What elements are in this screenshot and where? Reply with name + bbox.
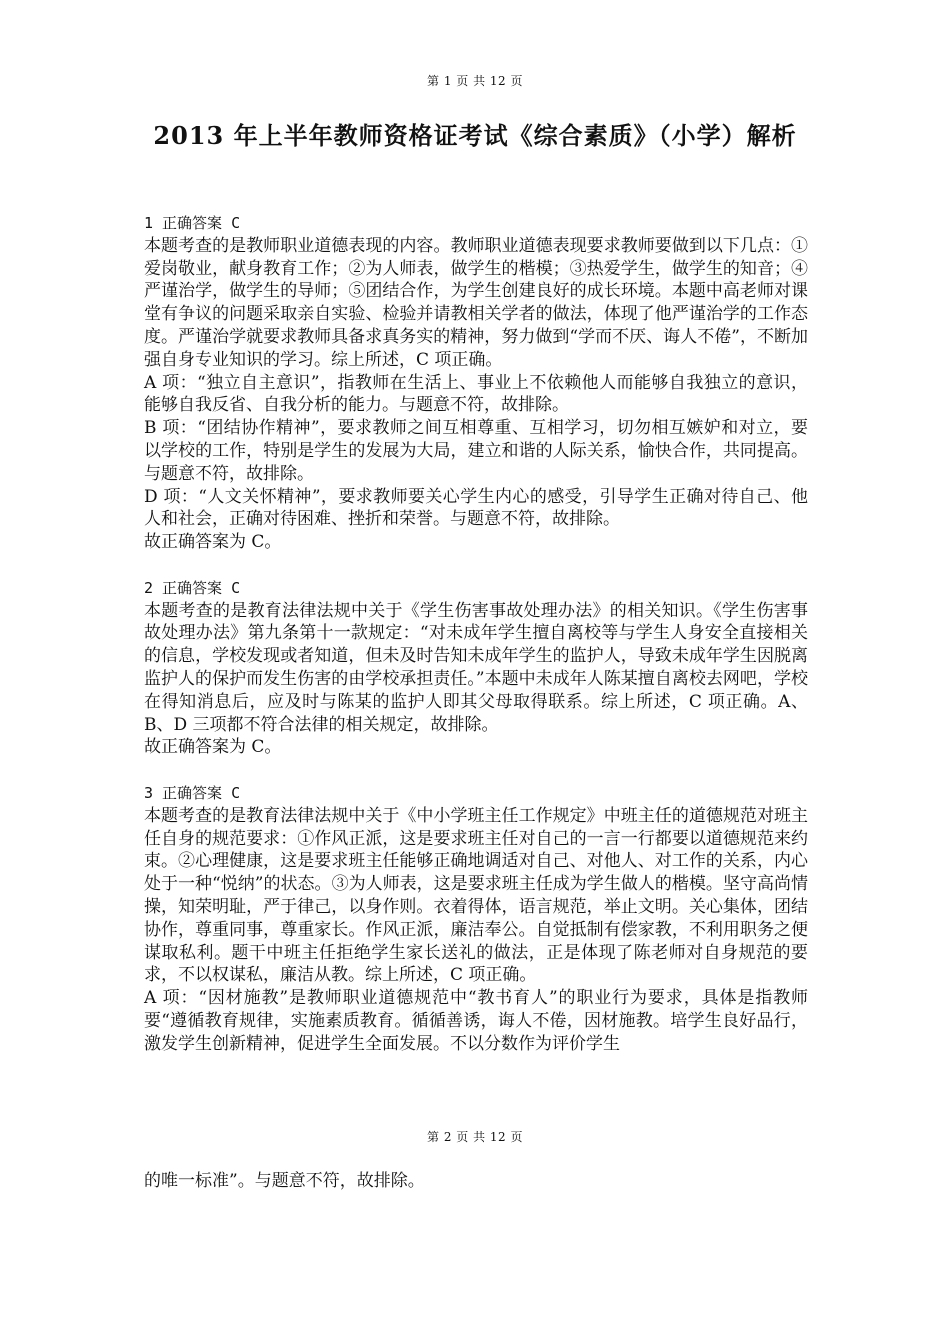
answer-block (144, 212, 808, 1055)
spacer (144, 759, 808, 782)
page-header: 第 2 页 共 12 页 (427, 1130, 523, 1144)
page-header: 第 1 页 共 12 页 (427, 74, 523, 88)
question-3-option-a-continued: 的唯一标准”。与题意不符，故排除。 (144, 1171, 425, 1191)
question-1-option-b: B 项：“团结协作精神”，要求教师之间互相尊重、互相学习，切勿相互嫉妒和对立，要以学校的工作，特别是学生的发展为大局，建立和谐的人际关系，愉快合作，共同提高。与题意不符，故排除。 (144, 418, 808, 484)
question-1-explanation: 本题考查的是教师职业道德表现的内容。教师职业道德表现要求教师要做到以下几点：①爱岗敬业，献身教育工作；②为人师表，做学生的楷模；③热爱学生，做学生的知音；④严谨治学，做学生的导师；⑤团结合作，为学生创建良好的成长环境。本题中高老师对课堂有争议的问题采取亲自实验、检验并请教相关学者的做法，体现了他严谨治学的工作态度。严谨治学就要求教师具备求真务实的精神，努力做到“学而不厌、诲人不倦”，不断加强自身专业知识的学习。综上所述，C 项正确。 (144, 235, 808, 370)
question-3-explanation: 本题考查的是教育法律法规中关于《中小学班主任工作规定》中班主任的道德规范对班主任自身的规范要求：①作风正派，这是要求班主任对自己的一言一行都要以道德规范来约束。②心理健康，这是要求班主任能够正确地调适对自己、对他人、对工作的关系，内心处于一种“悦纳”的状态。③为人师表，这是要求班主任成为学生做人的楷模。坚守高尚情操，知荣明耻，严于律己，以身作则。衣着得体，语言规范，举止文明。关心集体，团结协作，尊重同事，尊重家长。作风正派，廉洁奉公。自觉抵制有偿家教，不利用职务之便谋取私利。题干中班主任拒绝学生家长送礼的做法，正是体现了陈老师对自身规范的要求，不以权谋私，廉洁从教。综上所述，C 项正确。 (144, 805, 808, 986)
question-1-heading: 1 正确答案 C (144, 214, 241, 232)
question-2-conclusion: 故正确答案为 C。 (144, 737, 282, 758)
question-1-option-a: A 项：“独立自主意识”，指教师在生活上、事业上不依赖他人而能够自我独立的意识，能够自我反省、自我分析的能力。与题意不符，故排除。 (144, 372, 808, 416)
continuation-block (144, 1170, 808, 1193)
question-2-explanation: 本题考查的是教育法律法规中关于《学生伤害事故处理办法》的相关知识。《学生伤害事故处理办法》第九条第十一款规定：“对未成年学生擅自离校等与学生人身安全直接相关的信息，学校发现或者知道，但未及时告知未成年学生的监护人，导致未成年学生因脱离监护人的保护而发生伤害的由学校承担责任。”本题中未成年人陈某擅自离校去网吧，学校在得知消息后，应及时与陈某的监护人即其父母取得联系。综上所述，C 项正确。A、B、D 三项都不符合法律的相关规定，故排除。 (144, 600, 808, 735)
question-1-option-d: D 项：“人文关怀精神”，要求教师要关心学生内心的感受，引导学生正确对待自己、他人和社会，正确对待困难、挫折和荣誉。与题意不符，故排除。 (144, 486, 808, 530)
question-2-heading: 2 正确答案 C (144, 578, 241, 597)
question-1-conclusion: 故正确答案为 C。 (144, 532, 282, 553)
question-3-option-a: A 项：“因材施教”是教师职业道德规范中“教书育人”的职业行为要求，具体是指教师要“遵循教育规律，实施素质教育。循循善诱，诲人不倦，因材施教。培学生良好品行，激发学生创新精神，促进学生全面发展。不以分数作为评价学生 (144, 988, 808, 1054)
document-title: 2013 年上半年教师资格证考试《综合素质》（小学）解析 (153, 121, 797, 150)
question-3-heading: 3 正确答案 C (144, 783, 241, 802)
spacer (144, 554, 808, 577)
